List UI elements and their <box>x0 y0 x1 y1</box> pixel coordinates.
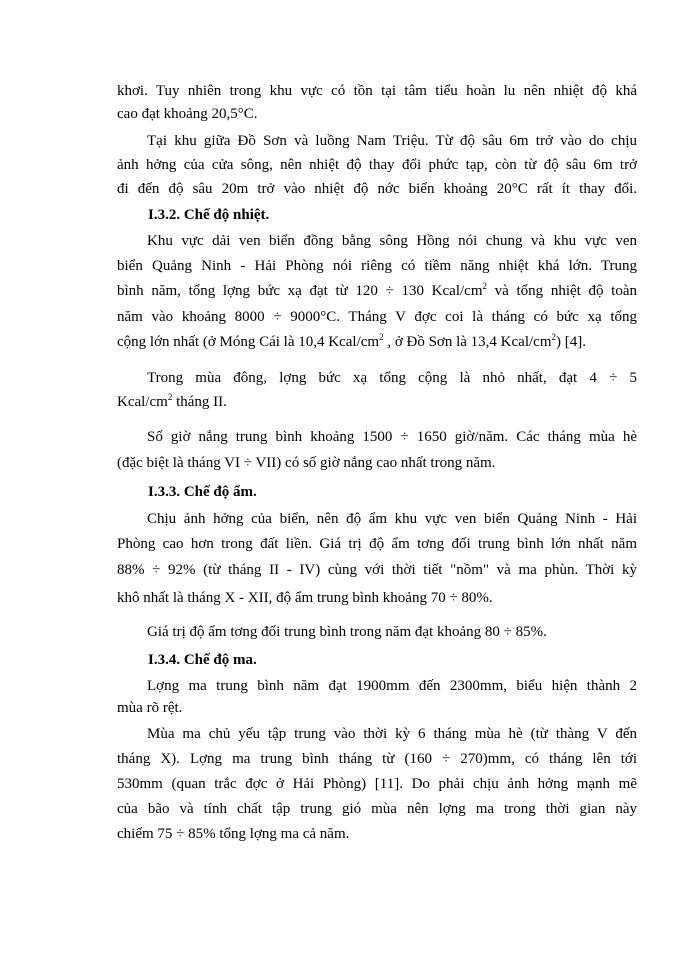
section-heading: I.3.4. Chế độ ma. <box>148 652 257 668</box>
text-line: cao đạt khoảng 20,5°C. <box>117 106 258 122</box>
text-run: , ở Đồ Sơn là 13,4 Kcal/cm <box>383 334 552 350</box>
text-line: Lợng ma trung bình năm đạt 1900mm đến 2300mm, biểu hiện thành 2 <box>147 678 637 694</box>
text-line: biển Quảng Ninh - Hải Phòng nói riêng có tiềm năng nhiệt khá lớn. Trung <box>117 258 637 274</box>
text-line: 88% ÷ 92% (từ tháng II - IV) cùng với thời tiết "nồm" và ma phùn. Thời kỳ <box>117 562 637 578</box>
text-run: tháng II. <box>172 394 227 410</box>
text-line: Giá trị độ ẩm tơng đối trung bình trong năm đạt khoảng 80 ÷ 85%. <box>147 624 547 640</box>
text-line: của bão và tính chất tập trung gió mùa nên lợng ma trong thời gian này <box>117 801 637 817</box>
text-line: (đặc biệt là tháng VI ÷ VII) có số giờ nắng cao nhất trong năm. <box>117 455 496 471</box>
text-run: Kcal/cm <box>117 394 168 410</box>
text-line: đi đến độ sâu 20m trở vào nhiệt độ nớc biển khoảng 20°C rất ít thay đổi. <box>117 181 637 197</box>
text-line: Số giờ nắng trung bình khoảng 1500 ÷ 1650 giờ/năm. Các tháng mùa hè <box>147 429 637 445</box>
text-run: và tổng nhiệt độ toàn <box>487 283 637 299</box>
superscript: 2 <box>167 392 173 402</box>
section-heading: I.3.2. Chế độ nhiệt. <box>148 207 270 223</box>
text-line <box>117 393 637 411</box>
text-line: chiếm 75 ÷ 85% tổng lợng ma cả năm. <box>117 826 350 842</box>
section-heading: I.3.3. Chế độ ẩm. <box>148 484 257 500</box>
text-line: khơi. Tuy nhiên trong khu vực có tồn tại tâm tiểu hoàn lu nên nhiệt độ khá <box>117 83 637 99</box>
superscript: 2 <box>482 281 487 291</box>
superscript: 2 <box>379 332 384 342</box>
text-line: mùa rõ rệt. <box>117 700 183 716</box>
text-line: tháng X). Lợng ma trung bình tháng từ (160 ÷ 270)mm, có tháng lên tới <box>117 751 637 767</box>
text-line: khô nhất là tháng X - XII, độ ẩm trung bình khoảng 70 ÷ 80%. <box>117 590 493 606</box>
text-line: Phòng cao hơn trong đất liền. Giá trị độ ẩm tơng đối trung bình lớn nhất năm <box>117 536 637 552</box>
text-line: 530mm (quan trắc đợc ở Hải Phòng) [11]. Do phải chịu ảnh hởng mạnh mẽ <box>117 776 637 792</box>
text-run: cộng lớn nhất (ở Móng Cái là 10,4 Kcal/cm <box>117 334 380 350</box>
text-line: Chịu ảnh hởng của biển, nên độ ẩm khu vực ven biển Quảng Ninh - Hải <box>147 511 637 527</box>
text-line: Khu vực dải ven biển đồng bằng sông Hồng nói chung và khu vực ven <box>147 233 637 249</box>
text-line: năm vào khoảng 8000 ÷ 9000°C. Tháng V đợc coi là tháng có bức xạ tổng <box>117 309 637 325</box>
text-line <box>117 333 637 351</box>
text-line: Trong mùa đông, lợng bức xạ tổng cộng là nhỏ nhất, đạt 4 ÷ 5 <box>147 370 637 386</box>
text-line <box>117 282 637 300</box>
superscript: 2 <box>551 332 556 342</box>
text-line: Mùa ma chủ yếu tập trung vào thời kỳ 6 tháng mùa hè (từ thàng V đến <box>147 726 637 742</box>
text-run: bình năm, tổng lợng bức xạ đạt từ 120 ÷ 130 Kcal/cm <box>117 283 483 299</box>
text-line: ảnh hởng của cửa sông, nên nhiệt độ thay đổi phức tạp, còn từ độ sâu 6m trở <box>117 157 637 173</box>
text-run: ) [4]. <box>556 334 586 350</box>
text-line: Tại khu giữa Đồ Sơn và luồng Nam Triệu. Từ độ sâu 6m trở vào do chịu <box>147 133 637 149</box>
